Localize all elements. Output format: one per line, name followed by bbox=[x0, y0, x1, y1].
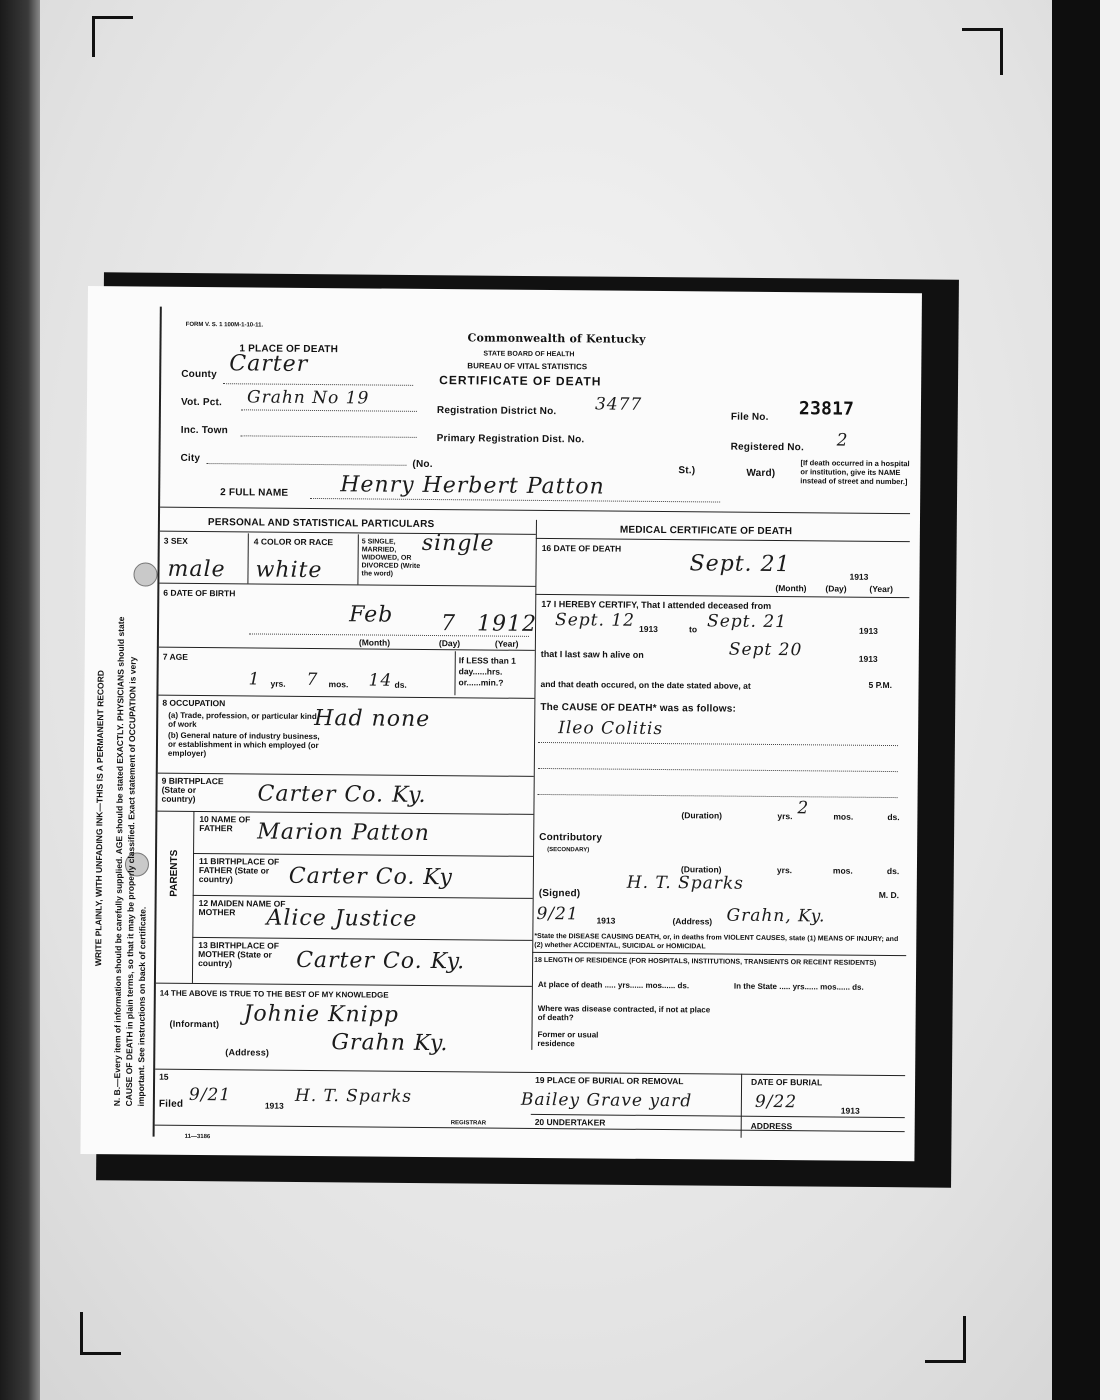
registration-district-label: Registration District No. bbox=[436, 405, 557, 418]
mother-birthplace-value: Carter Co. Ky. bbox=[296, 947, 466, 975]
board-heading: STATE BOARD OF HEALTH bbox=[483, 350, 575, 359]
marital-label: 5 SINGLE, MARRIED, WIDOWED, OR DIVORCED (Write the word) bbox=[361, 538, 421, 578]
former-residence-label: Former or usual residence bbox=[537, 1029, 599, 1049]
informant-address-value: Grahn Ky. bbox=[331, 1030, 449, 1057]
vot-pct-label: Vot. Pct. bbox=[180, 396, 223, 409]
divider bbox=[160, 507, 910, 515]
hospital-note: [If death occurred in a hospital or institution, give its NAME instead of street and number.] bbox=[800, 458, 910, 487]
divider bbox=[741, 1074, 743, 1138]
day-caption: (Day) bbox=[825, 583, 847, 594]
crop-mark-bottom-left bbox=[80, 1312, 121, 1355]
last-saw-label: that I last saw h alive on bbox=[540, 648, 644, 660]
burial-date-value: 9/22 bbox=[754, 1091, 798, 1113]
father-name-label: 10 NAME OF FATHER bbox=[199, 813, 251, 834]
duration-months: 2 bbox=[797, 798, 810, 819]
registrar-signature: H. T. Sparks bbox=[294, 1085, 413, 1107]
dob-day: 7 bbox=[440, 611, 457, 637]
filed-label: Filed bbox=[158, 1098, 184, 1110]
sex-label: 3 SEX bbox=[163, 535, 188, 546]
cause-label: The CAUSE OF DEATH* was as follows: bbox=[540, 701, 737, 715]
signed-label: (Signed) bbox=[538, 887, 581, 900]
to-label: to bbox=[688, 624, 698, 635]
days-caption: ds. bbox=[887, 811, 900, 823]
file-number-value: 23817 bbox=[798, 398, 855, 420]
column-divider bbox=[531, 520, 537, 1050]
vot-pct-value: Grahn No 19 bbox=[246, 387, 370, 409]
last-saw-year: 1913 bbox=[858, 653, 878, 664]
months-caption: mos. bbox=[328, 679, 349, 690]
year-caption: (Year) bbox=[869, 583, 894, 595]
duration-label: (Duration) bbox=[681, 810, 723, 821]
duration-label: (Duration) bbox=[680, 864, 722, 875]
burial-place-value: Bailey Grave yard bbox=[520, 1089, 693, 1112]
file-number-label: File No. bbox=[730, 411, 769, 423]
attended-to-year: 1913 bbox=[858, 625, 878, 636]
cause-value: Ileo Colitis bbox=[558, 718, 664, 740]
month-caption: (Month) bbox=[358, 637, 391, 648]
date-of-death-value: Sept. 21 bbox=[689, 551, 791, 578]
primary-district-label: Primary Registration Dist. No. bbox=[436, 433, 585, 446]
burial-year: 1913 bbox=[840, 1105, 860, 1116]
at-place-label: At place of death ..... yrs...... mos...... ds. bbox=[537, 979, 690, 991]
signature-year: 1913 bbox=[596, 915, 616, 926]
crop-mark-top-left bbox=[92, 16, 133, 57]
rule bbox=[538, 768, 898, 772]
occurred-time: 5 P.M. bbox=[868, 679, 893, 691]
secondary-label: (SECONDARY) bbox=[547, 847, 590, 854]
signature-address-label: (Address) bbox=[672, 916, 713, 927]
father-birthplace-label: 11 BIRTHPLACE OF FATHER (State or country) bbox=[198, 855, 280, 885]
parents-label: PARENTS bbox=[168, 849, 181, 897]
county-value: Carter bbox=[229, 351, 309, 377]
physician-signature: H. T. Sparks bbox=[626, 872, 745, 894]
divider bbox=[159, 647, 535, 651]
rule bbox=[241, 409, 417, 412]
bureau-heading: BUREAU OF VITAL STATISTICS bbox=[467, 361, 588, 372]
registered-label: Registered No. bbox=[730, 441, 805, 454]
less-than-label: If LESS than 1 day......hrs. or......min.? bbox=[458, 655, 516, 688]
registration-district-value: 3477 bbox=[594, 394, 643, 415]
commonwealth-heading: Commonwealth of Kentucky bbox=[467, 331, 646, 346]
true-statement-label: 14 THE ABOVE IS TRUE TO THE BEST OF MY KNOWLEDGE bbox=[159, 988, 389, 1000]
film-edge-right bbox=[1052, 0, 1100, 1400]
burial-place-label: 19 PLACE OF BURIAL OR REMOVAL bbox=[535, 1074, 684, 1087]
side-note: CAUSE OF DEATH in plain terms, so that it may be properly classified. Exact statement of OCCUPATION is very bbox=[123, 656, 138, 1107]
personal-heading: PERSONAL AND STATISTICAL PARTICULARS bbox=[207, 517, 435, 531]
no-label: (No. bbox=[412, 458, 433, 471]
divider bbox=[156, 983, 532, 987]
rule bbox=[538, 794, 898, 798]
undertaker-address-label: ADDRESS bbox=[750, 1120, 793, 1132]
street-label: St.) bbox=[678, 465, 696, 477]
color-value: white bbox=[255, 557, 323, 584]
side-instructions bbox=[86, 286, 154, 1146]
mother-name-label: 12 MAIDEN NAME OF MOTHER bbox=[198, 897, 286, 918]
marital-value: single bbox=[421, 530, 495, 557]
burial-date-label: DATE OF BURIAL bbox=[751, 1076, 823, 1088]
filed-date: 9/21 bbox=[188, 1084, 232, 1106]
rule bbox=[223, 383, 413, 386]
full-name-label: 2 FULL NAME bbox=[220, 487, 289, 499]
residence-label: 18 LENGTH OF RESIDENCE (FOR HOSPITALS, INSTITUTIONS, TRANSIENTS OR RECENT RESIDENTS) bbox=[534, 956, 877, 967]
divider bbox=[357, 534, 358, 584]
occupation-b-label: (b) General nature of industry business, or establishment in which employed (or employer) bbox=[167, 730, 320, 759]
father-birthplace-value: Carter Co. Ky bbox=[288, 863, 453, 891]
death-certificate bbox=[80, 286, 922, 1161]
divider bbox=[536, 538, 910, 542]
county-label: County bbox=[181, 368, 217, 381]
medical-heading: MEDICAL CERTIFICATE OF DEATH bbox=[619, 524, 793, 538]
age-years: 1 bbox=[248, 669, 261, 690]
rule bbox=[206, 463, 406, 466]
rule bbox=[241, 435, 417, 438]
form-body bbox=[153, 307, 912, 1144]
dob-year: 1912 bbox=[476, 611, 538, 637]
age-months: 7 bbox=[306, 669, 319, 691]
sex-value: male bbox=[167, 556, 226, 583]
contributory-label: Contributory bbox=[539, 831, 603, 844]
day-caption: (Day) bbox=[438, 638, 461, 649]
rule bbox=[538, 742, 898, 746]
crop-mark-bottom-right bbox=[925, 1316, 966, 1363]
years-caption: yrs. bbox=[270, 678, 286, 689]
certificate-title: CERTIFICATE OF DEATH bbox=[439, 373, 602, 389]
attended-to: Sept. 21 bbox=[707, 611, 788, 633]
divider bbox=[454, 651, 455, 695]
full-name-value: Henry Herbert Patton bbox=[340, 472, 605, 500]
mother-birthplace-label: 13 BIRTHPLACE OF MOTHER (State or country) bbox=[198, 939, 280, 969]
occupation-a-label: (a) Trade, profession, or particular kind of work bbox=[168, 710, 317, 729]
informant-address-label: (Address) bbox=[225, 1047, 270, 1058]
in-state-label: In the State ..... yrs...... mos...... ds. bbox=[733, 981, 864, 992]
years-caption: yrs. bbox=[776, 865, 793, 876]
signature-date: 9/21 bbox=[536, 903, 579, 925]
mother-name-value: Alice Justice bbox=[266, 905, 418, 932]
item-15: 15 bbox=[159, 1071, 169, 1082]
place-of-death-label: 1 PLACE OF DEATH bbox=[239, 343, 339, 356]
registrar-label: REGISTRAR bbox=[450, 1120, 487, 1127]
attended-from-year: 1913 bbox=[638, 623, 658, 634]
birthplace-label: 9 BIRTHPLACE (State or country) bbox=[161, 775, 224, 804]
days-caption: ds. bbox=[394, 679, 407, 690]
film-edge-left bbox=[0, 0, 40, 1400]
years-caption: yrs. bbox=[777, 811, 793, 822]
side-note: important. See instructions on back of certificate. bbox=[135, 906, 148, 1107]
where-contracted-label: Where was disease contracted, if not at place of death? bbox=[537, 1003, 711, 1023]
months-caption: mos. bbox=[833, 811, 854, 822]
side-note: WRITE PLAINLY, WITH UNFADING INK—THIS IS A PERMANENT RECORD bbox=[93, 669, 106, 967]
divider bbox=[247, 533, 248, 583]
occurred-label: and that death occured, on the date stated above, at bbox=[540, 678, 751, 691]
date-of-death-label: 16 DATE OF DEATH bbox=[541, 542, 622, 554]
date-of-death-year: 1913 bbox=[849, 571, 869, 582]
birthplace-value: Carter Co. Ky. bbox=[257, 781, 427, 808]
crop-mark-top-right bbox=[962, 28, 1003, 75]
months-caption: mos. bbox=[832, 865, 853, 876]
filed-year: 1913 bbox=[264, 1100, 284, 1111]
undertaker-label: 20 UNDERTAKER bbox=[534, 1116, 606, 1128]
divider bbox=[159, 583, 535, 587]
color-label: 4 COLOR OR RACE bbox=[253, 536, 334, 548]
side-note: N. B.—Every item of information should be carefully supplied. AGE should be stated EXACTLY. PHYSICIANS should state bbox=[111, 616, 127, 1107]
divider bbox=[535, 594, 909, 598]
city-label: City bbox=[180, 452, 201, 464]
ward-label: Ward) bbox=[746, 467, 776, 480]
informant-label: (Informant) bbox=[169, 1018, 220, 1030]
registered-value: 2 bbox=[836, 430, 849, 451]
inc-town-label: Inc. Town bbox=[180, 424, 228, 437]
form-number: FORM V. S. 1 100M-1-10-11. bbox=[185, 321, 264, 329]
days-caption: ds. bbox=[886, 865, 900, 877]
scan-margin-right bbox=[1100, 0, 1120, 1400]
occupation-value: Had none bbox=[314, 705, 431, 733]
age-label: 7 AGE bbox=[162, 651, 189, 662]
cause-footnote: *State the DISEASE CAUSING DEATH, or, in deaths from VIOLENT CAUSES, state (1) MEANS OF INJURY; and (2) whether ACCIDENTAL, SUICIDAL or HOMICIDAL bbox=[534, 932, 899, 951]
month-caption: (Month) bbox=[775, 583, 807, 594]
last-saw-value: Sept 20 bbox=[728, 639, 803, 661]
dob-label: 6 DATE OF BIRTH bbox=[163, 587, 236, 599]
certify-label: 17 I HEREBY CERTIFY, That I attended deceased from bbox=[541, 598, 772, 611]
attended-from: Sept. 12 bbox=[555, 610, 636, 631]
divider bbox=[155, 1069, 905, 1077]
dob-month: Feb bbox=[349, 602, 394, 628]
father-name-value: Marion Patton bbox=[257, 819, 430, 847]
year-caption: (Year) bbox=[494, 638, 519, 649]
md-label: M. D. bbox=[878, 889, 900, 901]
form-code: 11—3186 bbox=[184, 1133, 211, 1141]
signature-address: Grahn, Ky. bbox=[726, 905, 826, 927]
divider bbox=[192, 811, 195, 983]
informant-value: Johnie Knipp bbox=[243, 1001, 400, 1028]
age-days: 14 bbox=[368, 670, 393, 691]
occupation-label: 8 OCCUPATION bbox=[162, 697, 226, 709]
